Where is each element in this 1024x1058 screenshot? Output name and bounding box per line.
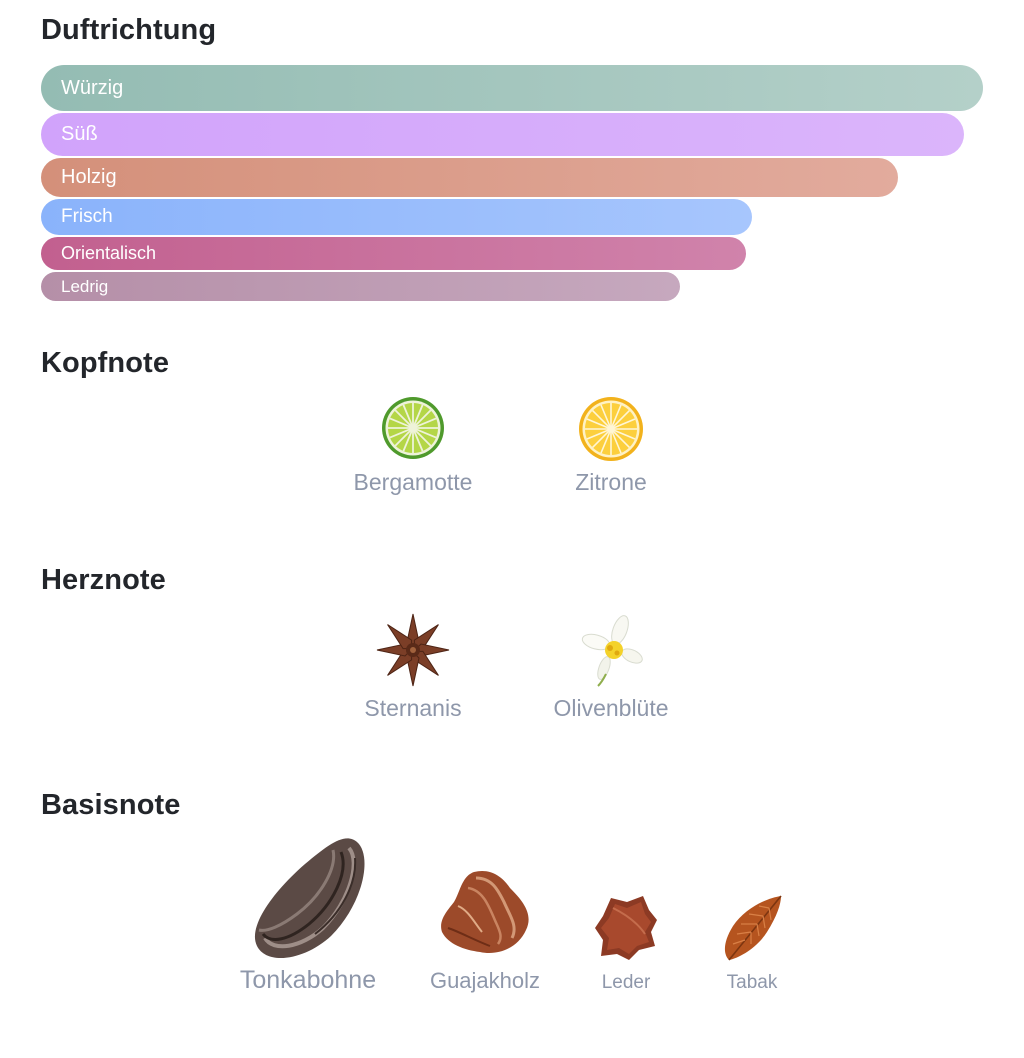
kopfnote-title: Kopfnote	[41, 347, 170, 379]
guaiac-wood-icon	[438, 866, 532, 960]
scent-bar-wuerzig	[41, 65, 983, 111]
note-tonkabohne	[228, 834, 388, 998]
scent-bar-orientalisch	[41, 237, 746, 270]
note-tabak	[702, 890, 802, 998]
bergamot-icon	[381, 396, 445, 460]
tonka-bean-icon	[245, 834, 371, 962]
scent-bar-label: Ledrig	[61, 276, 109, 296]
scent-bar-frisch	[41, 199, 752, 235]
leather-icon	[593, 894, 659, 962]
scent-bar-label: Würzig	[61, 76, 124, 99]
scent-bar-label: Süß	[61, 123, 98, 145]
note-bergamotte	[333, 390, 493, 500]
note-label: Sternanis	[364, 695, 462, 721]
note-label: Olivenblüte	[553, 695, 669, 721]
note-label: Tabak	[726, 972, 778, 993]
scent-bar-label: Orientalisch	[61, 243, 157, 263]
star-anise-icon	[375, 612, 451, 688]
note-label: Zitrone	[575, 469, 647, 495]
note-label: Leder	[601, 972, 651, 993]
herznote-title: Herznote	[41, 564, 166, 596]
duftrichtung-title: Duftrichtung	[41, 14, 217, 46]
lemon-icon	[578, 396, 644, 462]
scent-bar-label: Frisch	[61, 206, 113, 227]
basisnote-title: Basisnote	[41, 789, 181, 821]
scent-bar-label: Holzig	[61, 166, 117, 188]
note-leder	[576, 890, 676, 998]
scent-bar-suess	[41, 113, 964, 156]
note-label: Tonkabohne	[239, 966, 377, 994]
tobacco-leaf-icon	[719, 892, 785, 962]
note-olivenbluete	[531, 612, 691, 724]
note-zitrone	[531, 390, 691, 500]
note-guajakholz	[410, 860, 560, 998]
scent-bar-ledrig	[41, 272, 680, 301]
scent-bar-holzig	[41, 158, 898, 197]
note-label: Guajakholz	[429, 968, 541, 993]
note-label: Bergamotte	[353, 469, 473, 495]
olive-blossom-icon	[576, 612, 646, 688]
note-sternanis	[333, 612, 493, 724]
